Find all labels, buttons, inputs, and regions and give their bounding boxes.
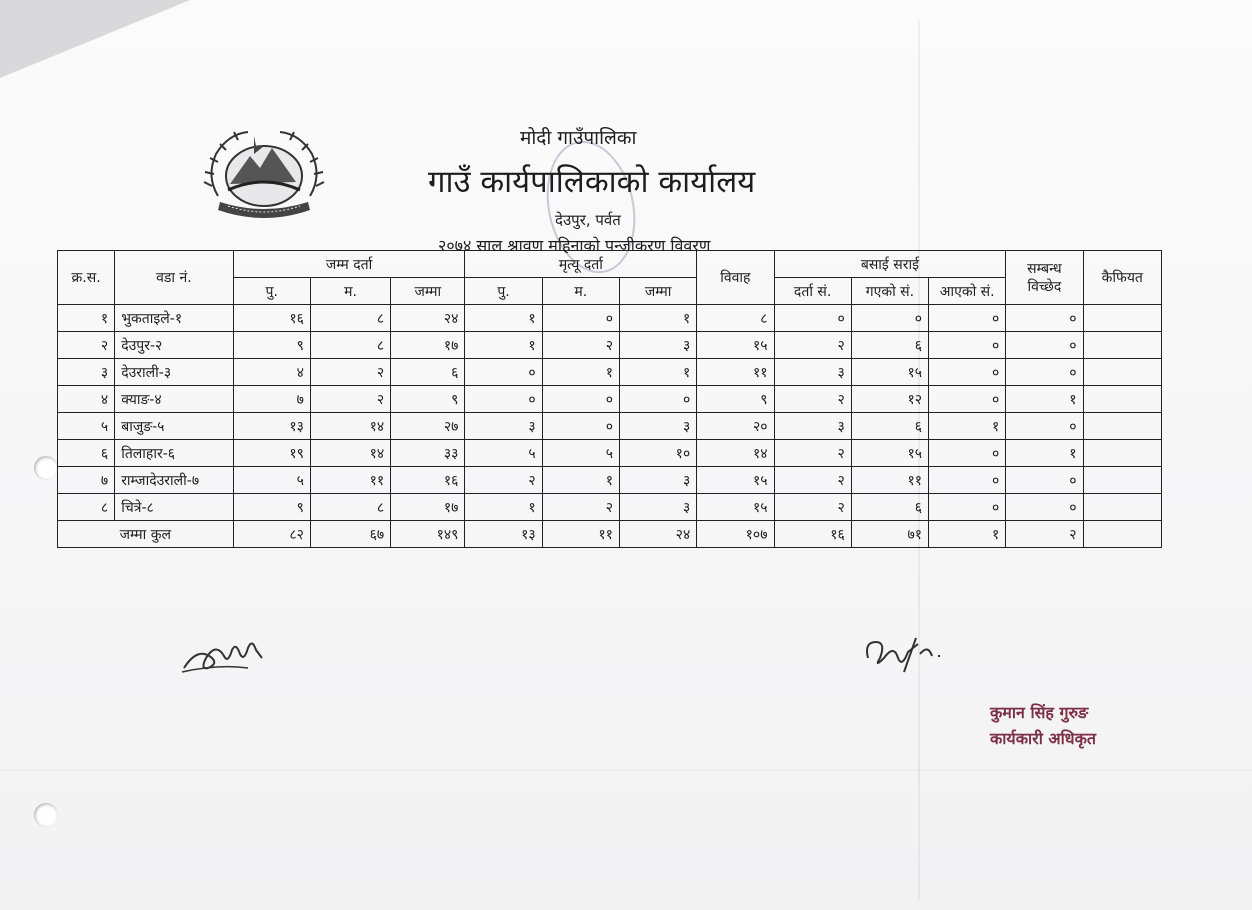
subheader-female: म. xyxy=(310,278,390,305)
cell-death-male: ० xyxy=(465,359,542,386)
cell-migration-out: १२ xyxy=(851,386,928,413)
cell-birth-male: ९ xyxy=(233,494,310,521)
cell-total-label: जम्मा कुल xyxy=(58,521,234,548)
cell-migration-registered: ० xyxy=(774,305,851,332)
cell-death-male: १ xyxy=(465,305,542,332)
subheader-total: जम्मा xyxy=(391,278,465,305)
cell-sn: २ xyxy=(58,332,115,359)
cell-divorce: ० xyxy=(1006,332,1083,359)
cell-birth-female: ८ xyxy=(310,332,390,359)
table-body xyxy=(58,305,1162,548)
table-row xyxy=(58,413,1162,440)
office-title: गाउँ कार्यपालिकाको कार्यालय xyxy=(428,164,756,200)
header-birth-registration: जम्म दर्ता xyxy=(233,251,465,278)
subheader-male: पु. xyxy=(233,278,310,305)
cell-migration-out: ६ xyxy=(851,413,928,440)
cell-total-birth-male: ८२ xyxy=(233,521,310,548)
cell-migration-in: ० xyxy=(929,332,1006,359)
cell-death-male: १ xyxy=(465,494,542,521)
cell-sn: ३ xyxy=(58,359,115,386)
cell-death-total: ३ xyxy=(619,413,696,440)
cell-death-male: ५ xyxy=(465,440,542,467)
cell-total-death-male: १३ xyxy=(465,521,542,548)
cell-marriage: ११ xyxy=(697,359,774,386)
cell-migration-in: १ xyxy=(929,413,1006,440)
cell-sn: ५ xyxy=(58,413,115,440)
cell-total-death-female: ११ xyxy=(542,521,619,548)
subheader-female: म. xyxy=(542,278,619,305)
cell-migration-registered: २ xyxy=(774,440,851,467)
report-title: २०७४ साल श्रावण महिनाको पन्जीकरण विवरण xyxy=(438,236,711,255)
table-row xyxy=(58,440,1162,467)
cell-death-total: १ xyxy=(619,305,696,332)
cell-total-birth-total: १४९ xyxy=(391,521,465,548)
cell-sn: ७ xyxy=(58,467,115,494)
header-migration: बसाई सराई xyxy=(774,251,1006,278)
cell-birth-male: ९ xyxy=(233,332,310,359)
cell-death-female: ० xyxy=(542,386,619,413)
subheader-migration-in: आएको सं. xyxy=(929,278,1006,305)
cell-divorce: १ xyxy=(1006,386,1083,413)
cell-birth-female: ८ xyxy=(310,494,390,521)
cell-migration-out: १५ xyxy=(851,440,928,467)
cell-death-total: ३ xyxy=(619,467,696,494)
punch-hole xyxy=(34,803,58,827)
office-address: देउपुर, पर्वत xyxy=(555,211,621,229)
table-row xyxy=(58,386,1162,413)
cell-sn: १ xyxy=(58,305,115,332)
cell-ward: चित्रे-८ xyxy=(115,494,233,521)
cell-death-female: ० xyxy=(542,413,619,440)
cell-birth-female: ११ xyxy=(310,467,390,494)
cell-remarks xyxy=(1083,332,1161,359)
cell-remarks xyxy=(1083,494,1161,521)
cell-ward: भुकताइले-१ xyxy=(115,305,233,332)
table-row xyxy=(58,467,1162,494)
table-total-row xyxy=(58,521,1162,548)
cell-total-migration-registered: १६ xyxy=(774,521,851,548)
signatory-stamp xyxy=(990,700,1096,752)
cell-divorce: ० xyxy=(1006,494,1083,521)
cell-migration-in: ० xyxy=(929,305,1006,332)
cell-birth-male: १३ xyxy=(233,413,310,440)
cell-migration-registered: २ xyxy=(774,332,851,359)
cell-remarks xyxy=(1083,359,1161,386)
cell-death-total: ३ xyxy=(619,494,696,521)
cell-death-male: २ xyxy=(465,467,542,494)
punch-hole xyxy=(34,456,58,480)
cell-birth-female: २ xyxy=(310,386,390,413)
cell-total-birth-female: ६७ xyxy=(310,521,390,548)
table-row xyxy=(58,359,1162,386)
cell-birth-total: २७ xyxy=(391,413,465,440)
cell-birth-total: ९ xyxy=(391,386,465,413)
cell-migration-out: ६ xyxy=(851,332,928,359)
handwritten-signature-left xyxy=(178,628,274,678)
cell-marriage: ९ xyxy=(697,386,774,413)
cell-ward: क्याङ-४ xyxy=(115,386,233,413)
header-sn: क्र.स. xyxy=(58,251,115,305)
subheader-migration-out: गएको सं. xyxy=(851,278,928,305)
cell-ward: राम्जादेउराली-७ xyxy=(115,467,233,494)
cell-migration-out: ६ xyxy=(851,494,928,521)
cell-migration-in: ० xyxy=(929,467,1006,494)
subheader-migration-registered: दर्ता सं. xyxy=(774,278,851,305)
cell-divorce: ० xyxy=(1006,305,1083,332)
cell-death-female: ० xyxy=(542,305,619,332)
table-row xyxy=(58,332,1162,359)
cell-death-male: ३ xyxy=(465,413,542,440)
cell-death-total: ० xyxy=(619,386,696,413)
cell-birth-male: १९ xyxy=(233,440,310,467)
cell-birth-total: ३३ xyxy=(391,440,465,467)
cell-migration-in: ० xyxy=(929,440,1006,467)
cell-birth-male: ५ xyxy=(233,467,310,494)
cell-birth-male: ४ xyxy=(233,359,310,386)
cell-death-female: २ xyxy=(542,494,619,521)
folded-corner xyxy=(0,0,190,78)
signatory-name: कुमान सिंह गुरुङ xyxy=(990,703,1089,722)
cell-migration-in: ० xyxy=(929,386,1006,413)
header-marriage: विवाह xyxy=(697,251,774,305)
cell-marriage: ८ xyxy=(697,305,774,332)
subheader-male: पु. xyxy=(465,278,542,305)
cell-death-total: १० xyxy=(619,440,696,467)
cell-migration-registered: ३ xyxy=(774,413,851,440)
cell-death-male: ० xyxy=(465,386,542,413)
cell-marriage: १५ xyxy=(697,467,774,494)
cell-marriage: १५ xyxy=(697,494,774,521)
cell-total-divorce: २ xyxy=(1006,521,1083,548)
cell-ward: बाजुङ-५ xyxy=(115,413,233,440)
cell-birth-male: ७ xyxy=(233,386,310,413)
cell-remarks xyxy=(1083,440,1161,467)
cell-birth-male: १६ xyxy=(233,305,310,332)
cell-birth-female: २ xyxy=(310,359,390,386)
cell-total-migration-in: १ xyxy=(929,521,1006,548)
cell-migration-registered: २ xyxy=(774,467,851,494)
handwritten-signature-right xyxy=(858,628,954,678)
cell-birth-total: १६ xyxy=(391,467,465,494)
header-divorce: सम्बन्ध विच्छेद xyxy=(1006,251,1083,305)
cell-marriage: १५ xyxy=(697,332,774,359)
cell-remarks xyxy=(1083,305,1161,332)
cell-migration-registered: ३ xyxy=(774,359,851,386)
cell-migration-in: ० xyxy=(929,359,1006,386)
cell-birth-female: १४ xyxy=(310,413,390,440)
cell-migration-registered: २ xyxy=(774,386,851,413)
cell-ward: देउपुर-२ xyxy=(115,332,233,359)
header-death-registration: मृत्यू दर्ता xyxy=(465,251,697,278)
nepal-emblem-icon xyxy=(198,126,330,226)
cell-remarks xyxy=(1083,386,1161,413)
cell-death-female: ५ xyxy=(542,440,619,467)
cell-death-female: १ xyxy=(542,359,619,386)
cell-ward: देउराली-३ xyxy=(115,359,233,386)
registration-table xyxy=(57,250,1162,548)
cell-migration-registered: २ xyxy=(774,494,851,521)
signatory-designation: कार्यकारी अधिकृत xyxy=(990,729,1097,748)
cell-birth-total: ६ xyxy=(391,359,465,386)
header-remarks: कैफियत xyxy=(1083,251,1161,305)
cell-total-migration-out: ७१ xyxy=(851,521,928,548)
cell-migration-out: ० xyxy=(851,305,928,332)
cell-migration-out: १५ xyxy=(851,359,928,386)
paper-crease xyxy=(0,770,1252,771)
cell-death-total: १ xyxy=(619,359,696,386)
cell-total-marriage: १०७ xyxy=(697,521,774,548)
cell-death-total: ३ xyxy=(619,332,696,359)
cell-sn: ४ xyxy=(58,386,115,413)
cell-birth-female: ८ xyxy=(310,305,390,332)
cell-death-female: २ xyxy=(542,332,619,359)
cell-marriage: १४ xyxy=(697,440,774,467)
cell-total-remarks xyxy=(1083,521,1161,548)
municipality-name: मोदी गाउँपालिका xyxy=(520,127,637,149)
cell-remarks xyxy=(1083,467,1161,494)
cell-remarks xyxy=(1083,413,1161,440)
cell-migration-out: ११ xyxy=(851,467,928,494)
cell-birth-total: १७ xyxy=(391,494,465,521)
table-row xyxy=(58,305,1162,332)
cell-birth-female: १४ xyxy=(310,440,390,467)
cell-birth-total: २४ xyxy=(391,305,465,332)
table-row xyxy=(58,494,1162,521)
cell-total-death-total: २४ xyxy=(619,521,696,548)
cell-divorce: ० xyxy=(1006,467,1083,494)
cell-sn: ८ xyxy=(58,494,115,521)
cell-divorce: ० xyxy=(1006,413,1083,440)
cell-sn: ६ xyxy=(58,440,115,467)
cell-marriage: २० xyxy=(697,413,774,440)
cell-divorce: १ xyxy=(1006,440,1083,467)
cell-ward: तिलाहार-६ xyxy=(115,440,233,467)
cell-migration-in: ० xyxy=(929,494,1006,521)
cell-divorce: ० xyxy=(1006,359,1083,386)
subheader-total: जम्मा xyxy=(619,278,696,305)
header-ward: वडा नं. xyxy=(115,251,233,305)
cell-death-male: १ xyxy=(465,332,542,359)
cell-birth-total: १७ xyxy=(391,332,465,359)
cell-death-female: १ xyxy=(542,467,619,494)
